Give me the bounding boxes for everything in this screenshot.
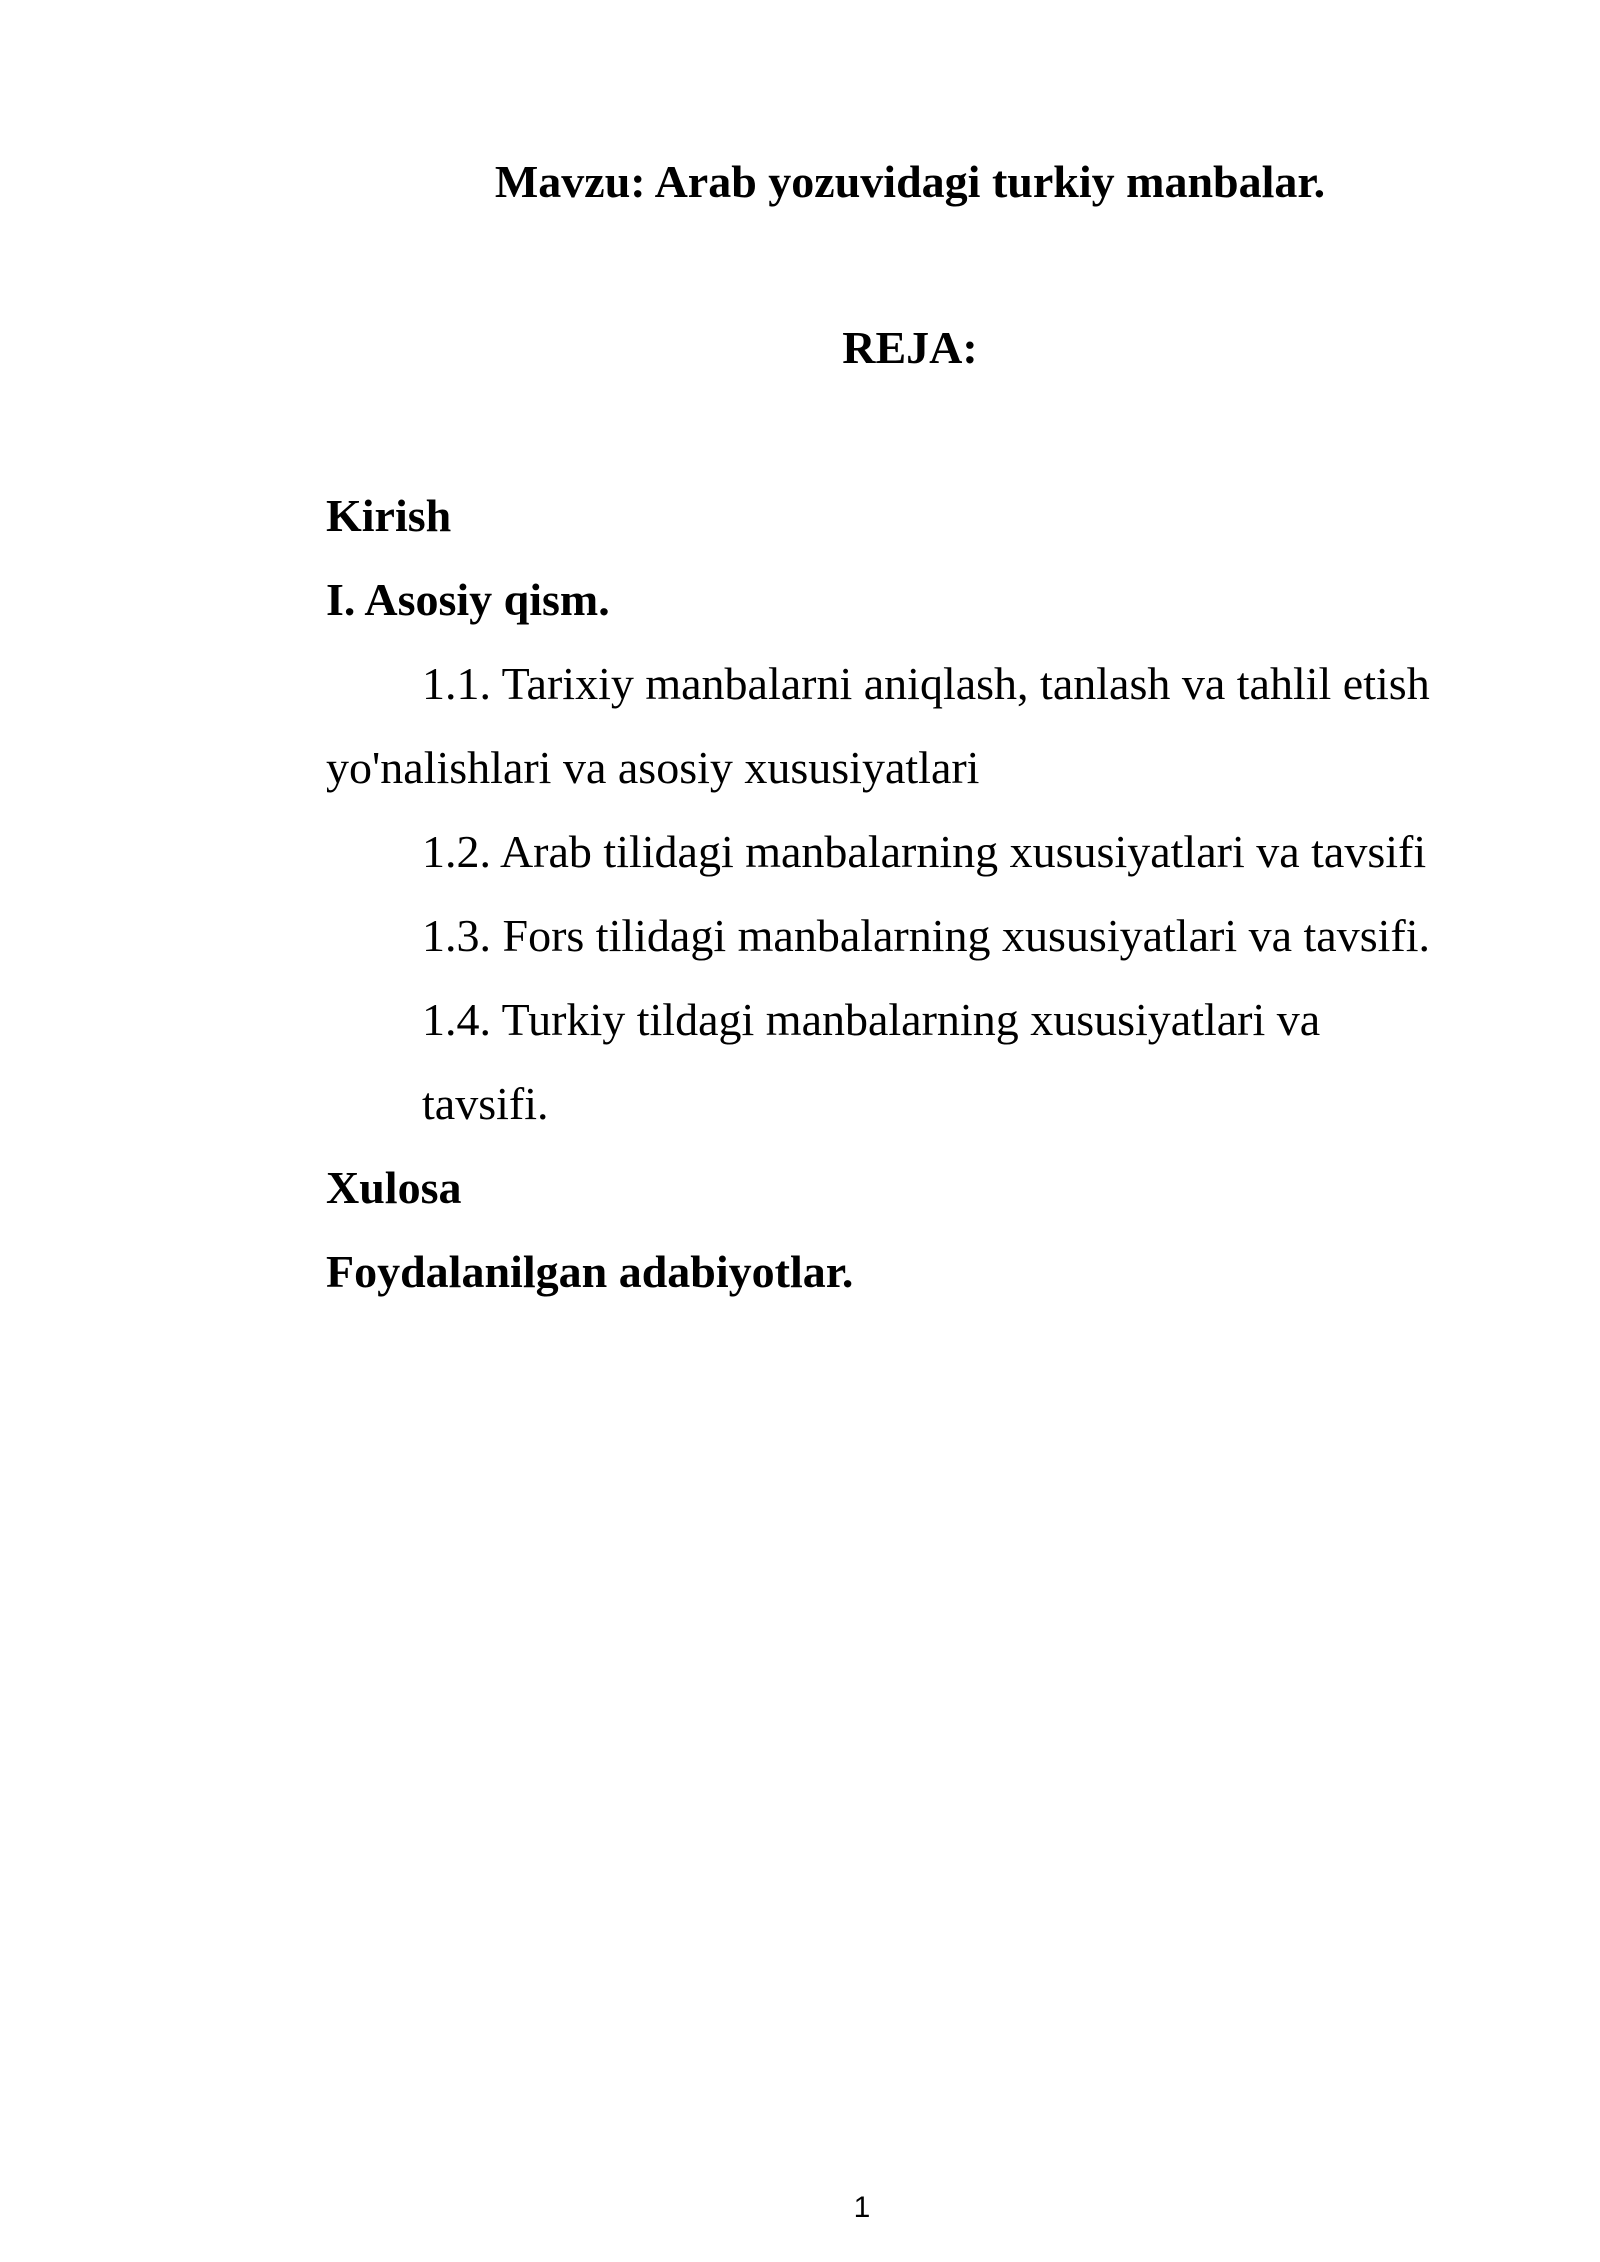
plan-subitem-1-1: 1.1. Tarixiy manbalarni aniqlash, tanlash va tahlil etish	[422, 658, 1430, 709]
page-number: 1	[853, 2191, 871, 2224]
plan-item-conclusion: Xulosa	[326, 1162, 462, 1213]
plan-subitem-1-1-continuation: yo'nalishlari va asosiy xususiyatlari	[326, 742, 980, 793]
plan-heading: REJA:	[842, 322, 978, 373]
plan-subitem-1-4-continuation: tavsifi.	[422, 1078, 549, 1129]
plan-item-main-part: I. Asosiy qism.	[326, 574, 610, 625]
plan-outline	[326, 484, 1506, 1324]
plan-item-introduction: Kirish	[326, 490, 452, 541]
plan-subitem-1-4: 1.4. Turkiy tildagi manbalarning xususiyatlari va	[422, 994, 1321, 1045]
plan-subitem-1-3: 1.3. Fors tilidagi manbalarning xususiyatlari va tavsifi.	[422, 910, 1431, 961]
document-title: Mavzu: Arab yozuvidagi turkiy manbalar.	[494, 156, 1326, 207]
plan-subitem-1-2: 1.2. Arab tilidagi manbalarning xususiyatlari va tavsifi	[422, 826, 1427, 877]
plan-item-references: Foydalanilgan adabiyotlar.	[326, 1246, 854, 1297]
